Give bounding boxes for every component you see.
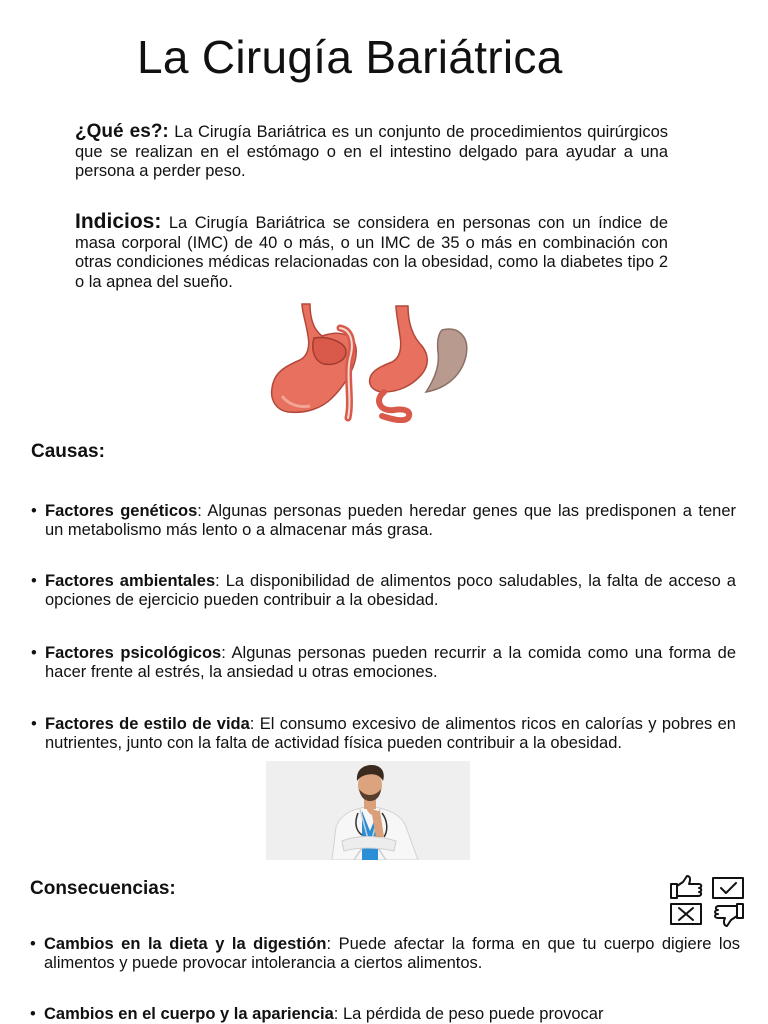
causa-item-lifestyle: [31, 715, 736, 752]
stomach-surgery-illustration: [262, 300, 477, 423]
causa-term: Factores psicológicos: [45, 644, 222, 662]
indicios-text: La Cirugía Bariátrica se considera en personas con un índice de masa corporal (IMC) de 40 o más, o un IMC de 35 o más en combinación con otras condiciones médicas relacionadas con la obesidad, como la diabetes tipo 2 o la apnea del sueño.: [75, 214, 668, 291]
causa-term: Factores genéticos: [45, 502, 198, 520]
que-es-paragraph: [75, 122, 668, 182]
causa-text: : La disponibilidad de alimentos poco saludables, la falta de acceso a opciones de ejercicio pueden contribuir a la obesidad.: [45, 572, 736, 609]
consecuencia-term: Cambios en el cuerpo y la apariencia: [44, 1005, 334, 1023]
causa-text: : El consumo excesivo de alimentos ricos en calorías y pobres en nutrientes, junto con la falta de actividad física pueden contribuir a la obesidad.: [45, 715, 736, 752]
bullet-marker: •: [31, 502, 37, 520]
pros-cons-icon: [667, 874, 747, 928]
bullet-marker: •: [30, 935, 36, 953]
consecuencias-heading: Consecuencias:: [30, 878, 176, 899]
causa-text: : Algunas personas pueden heredar genes que las predisponen a tener un metabolismo más lento o a almacenar más grasa.: [45, 502, 736, 539]
doctor-thinking-photo: [266, 761, 470, 860]
bullet-marker: •: [30, 1005, 36, 1023]
causa-item-psychological: [31, 644, 736, 681]
consecuencia-item-diet: [30, 935, 740, 972]
bullet-marker: •: [31, 572, 37, 590]
causa-text: : Algunas personas pueden recurrir a la comida como una forma de hacer frente al estrés, la ansiedad u otras emociones.: [45, 644, 737, 681]
page-title: La Cirugía Bariátrica: [137, 31, 563, 83]
causa-item-genetics: [31, 502, 736, 539]
bullet-marker: •: [31, 644, 37, 662]
consecuencia-text: : La pérdida de peso puede provocar: [333, 1005, 604, 1023]
indicios-paragraph: [75, 212, 668, 292]
causa-item-environment: [31, 572, 736, 609]
causa-term: Factores de estilo de vida: [45, 715, 250, 733]
causas-heading: Causas:: [31, 441, 105, 462]
que-es-text: La Cirugía Bariátrica es un conjunto de procedimientos quirúrgicos que se realizan en el estómago o en el intestino delgado para ayudar a una persona a perder peso.: [75, 123, 669, 180]
consecuencia-term: Cambios en la dieta y la digestión: [44, 935, 327, 953]
consecuencia-text: : Puede afectar la forma en que tu cuerpo digiere los alimentos y puede provocar intolerancia a ciertos alimentos.: [44, 935, 740, 972]
causa-term: Factores ambientales: [45, 572, 216, 590]
que-es-label: ¿Qué es?:: [75, 121, 169, 142]
consecuencia-item-body: [30, 1005, 740, 1024]
indicios-label: Indicios:: [75, 210, 162, 233]
bullet-marker: •: [31, 715, 37, 733]
